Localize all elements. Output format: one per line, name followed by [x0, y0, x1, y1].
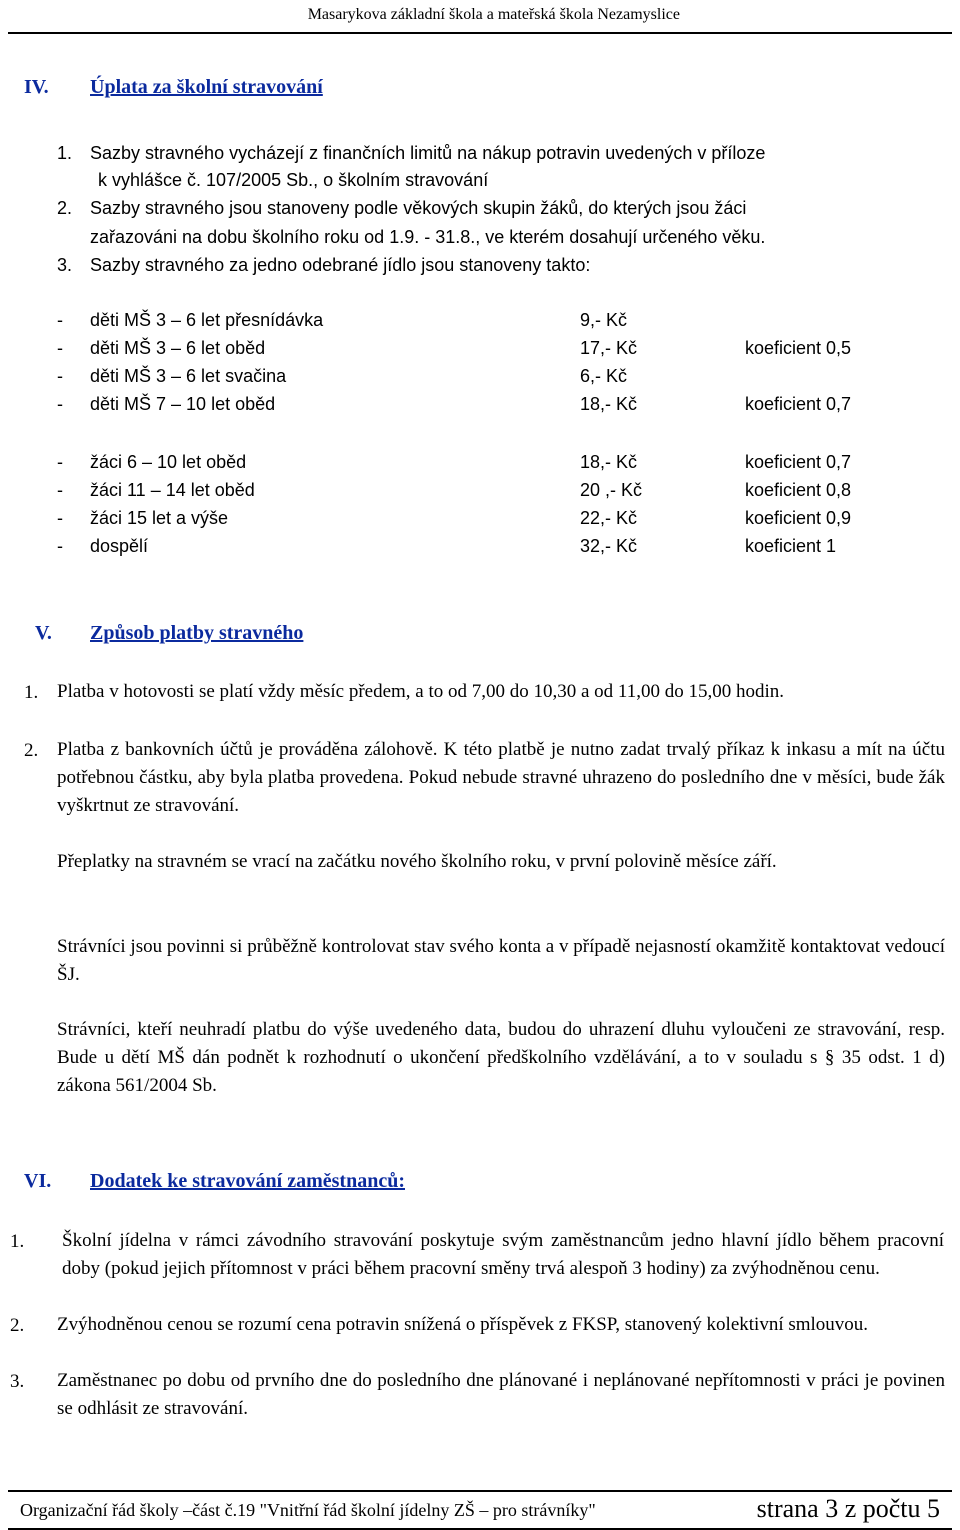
rate-dash: - [57, 452, 63, 472]
item-number: 2. [10, 1315, 25, 1336]
rate-label: žáci 11 – 14 let oběd [90, 480, 255, 500]
rate-price: 6,- Kč [580, 366, 628, 386]
rate-coefficient: koeficient 0,8 [745, 480, 852, 500]
page-number: strana 3 z počtu 5 [756, 1494, 940, 1523]
rate-label: žáci 15 let a výše [90, 508, 229, 528]
item-line: Sazby stravného vycházejí z finančních limitů na nákup potravin uvedených v příloze [90, 143, 766, 163]
rate-coefficient: koeficient 0,9 [745, 508, 852, 528]
rate-dash: - [57, 508, 63, 528]
item-number: 3. [10, 1371, 25, 1392]
item-number: 1. [57, 143, 73, 163]
payment-bank-text: Platba z bankovních účtů je prováděna zálohově. K této platbě je nutno zadat trvalý příkaz k inkasu a mít na účtu potřebnou částku, aby byla platba provedena. Pokud nebude stravné uhrazeno do posledního dne v měsíci, bude žák vyškrtnut ze stravování. [57, 739, 945, 816]
rate-dash: - [57, 366, 63, 386]
rate-dash: - [57, 536, 63, 556]
item-number: 1. [24, 682, 39, 703]
item-line: Sazby stravného za jedno odebrané jídlo jsou stanoveny takto: [90, 255, 591, 275]
rate-price: 32,- Kč [580, 536, 638, 556]
item-line: Sazby stravného jsou stanoveny podle věkových skupin žáků, do kterých jsou žáci [90, 198, 747, 218]
section5-number: V. [35, 622, 52, 644]
rate-price: 18,- Kč [580, 394, 638, 414]
payment-cash-text: Platba v hotovosti se platí vždy měsíc předem, a to od 7,00 do 10,30 a od 11,00 do 15,00 hodin. [57, 681, 785, 702]
section5-title: Způsob platby stravného [90, 622, 304, 644]
rate-label: děti MŠ 3 – 6 let oběd [90, 338, 266, 358]
rate-price: 9,- Kč [580, 310, 628, 330]
item-number: 1. [10, 1231, 25, 1252]
rate-price: 18,- Kč [580, 452, 638, 472]
rate-label: děti MŠ 3 – 6 let svačina [90, 366, 287, 386]
rate-coefficient: koeficient 0,5 [745, 338, 852, 358]
rate-label: děti MŠ 7 – 10 let oběd [90, 394, 276, 414]
item-number: 2. [24, 740, 39, 761]
footer-document-title: Organizační řád školy –část č.19 "Vnitřní řád školní jídelny ZŠ – pro strávníky" [20, 1500, 596, 1520]
rate-label: žáci 6 – 10 let oběd [90, 452, 247, 472]
section6-title: Dodatek ke stravování zaměstnanců: [90, 1170, 405, 1192]
rate-price: 17,- Kč [580, 338, 638, 358]
item-number: 3. [57, 255, 73, 275]
overpayment-text: Přeplatky na stravném se vrací na začátku nového školního roku, v první polovině měsíce září. [57, 851, 777, 872]
item-number: 2. [57, 198, 73, 218]
rate-coefficient: koeficient 0,7 [745, 394, 852, 414]
rate-coefficient: koeficient 1 [745, 536, 837, 556]
rate-dash: - [57, 480, 63, 500]
page-footer [8, 1490, 952, 1530]
discounted-price-text: Zvýhodněnou cenou se rozumí cena potravin snížená o příspěvek z FKSP, stanovený kolektivní smlouvou. [57, 1314, 869, 1335]
account-check-text: Strávníci jsou povinni si průběžně kontrolovat stav svého konta a v případě nejasností okamžitě kontaktovat vedoucí ŠJ. [57, 936, 945, 985]
non-payment-text: Strávníci, kteří neuhradí platbu do výše uvedeného data, budou do uhrazení dluhu vyloučeni ze stravování, resp. Bude u dětí MŠ dán podnět k rozhodnutí o ukončení předškolního vzdělávání, a to v souladu s § 35 odst. 1 d) zákona 561/2004 Sb. [57, 1019, 945, 1096]
section4-title: Úplata za školní stravování [90, 76, 323, 98]
section4-number: IV. [24, 76, 49, 98]
item-line: zařazováni na dobu školního roku od 1.9. - 31.8., ve kterém dosahují určeného věku. [90, 227, 766, 247]
rate-dash: - [57, 338, 63, 358]
absence-text: Zaměstnanec po dobu od prvního dne do posledního dne plánované i neplánované nepřítomnosti v práci je povinen se odhlásit ze stravování. [57, 1370, 945, 1419]
rate-label: děti MŠ 3 – 6 let přesnídávka [90, 310, 324, 330]
rate-dash: - [57, 394, 63, 414]
rate-dash: - [57, 310, 63, 330]
section6-number: VI. [24, 1170, 52, 1192]
rate-price: 20 ,- Kč [580, 480, 643, 500]
rate-price: 22,- Kč [580, 508, 638, 528]
item-line: k vyhlášce č. 107/2005 Sb., o školním stravování [98, 170, 489, 190]
page-header [8, 0, 952, 34]
employee-meal-text: Školní jídelna v rámci závodního stravování poskytuje svým zaměstnancům jedno hlavní jídlo během pracovní doby (pokud jejich přítomnost v práci během pracovní směny trvá alespoň 3 hodiny) za zvýhodněnou cenu. [62, 1230, 944, 1279]
rate-label: dospělí [90, 536, 149, 556]
rate-coefficient: koeficient 0,7 [745, 452, 852, 472]
header-school-name: Masarykova základní škola a mateřská škola Nezamyslice [307, 6, 680, 23]
